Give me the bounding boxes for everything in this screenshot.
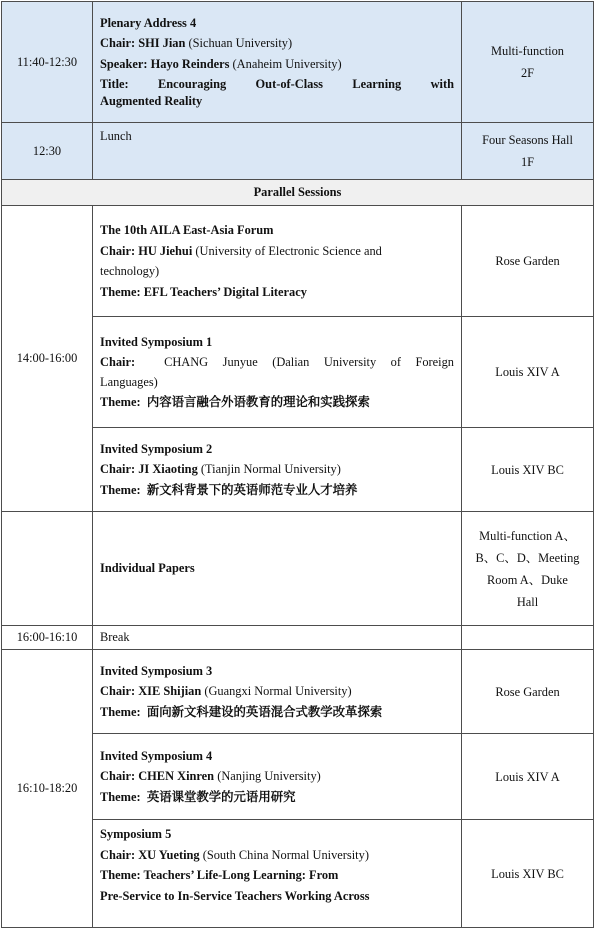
plenary-talk-title-line2: Augmented Reality <box>100 93 203 108</box>
plenary-chair-affiliation: (Sichuan University) <box>188 36 293 51</box>
symposium-2-theme: Theme: 新文科背景下的英语师范专业人才培养 <box>100 482 358 497</box>
forum-row <box>2 206 594 317</box>
symposium-4-content <box>93 734 462 820</box>
break-time: 16:00-16:10 <box>2 626 93 650</box>
lunch-time: 12:30 <box>2 123 93 180</box>
individual-papers-time <box>2 512 93 626</box>
symposium-3-title: Invited Symposium 3 <box>100 663 213 678</box>
symposium-1-chair-cont: Languages) <box>100 374 158 389</box>
symposium-1-title: Invited Symposium 1 <box>100 334 213 349</box>
plenary-content <box>93 2 462 123</box>
individual-papers-title: Individual Papers <box>93 512 462 626</box>
plenary-row <box>2 2 594 123</box>
forum-content <box>93 206 462 317</box>
break-venue <box>462 626 594 650</box>
symposium-4-theme: Theme: 英语课堂教学的元语用研究 <box>100 789 296 804</box>
symposium-2-title: Invited Symposium 2 <box>100 441 213 456</box>
symposium-4-title: Invited Symposium 4 <box>100 748 213 763</box>
symposium-3-content <box>93 650 462 734</box>
block2-time: 16:10-18:20 <box>2 650 93 928</box>
symposium-1-theme: Theme: 内容语言融合外语教育的理论和实践探索 <box>100 395 370 409</box>
symposium-5-title: Symposium 5 <box>100 827 172 841</box>
plenary-venue: Multi-function 2F <box>462 2 594 123</box>
forum-chair: Chair: HU Jiehui (University of Electronic Science and <box>100 243 382 258</box>
plenary-speaker: Speaker: Hayo Reinders (Anaheim University) <box>100 56 342 71</box>
break-label: Break <box>93 626 462 650</box>
symposium-3-row <box>2 650 594 734</box>
plenary-time: 11:40-12:30 <box>2 2 93 123</box>
individual-papers-venue: Multi-function A、 B、C、D、Meeting Room A、Duke Hall <box>462 512 594 626</box>
symposium-5-venue: Louis XIV BC <box>462 820 594 928</box>
plenary-speaker-affiliation: (Anaheim University) <box>232 56 342 71</box>
forum-theme: Theme: EFL Teachers’ Digital Literacy <box>100 284 307 299</box>
lunch-label: Lunch <box>93 123 462 180</box>
forum-venue: Rose Garden <box>462 206 594 317</box>
lunch-row <box>2 123 594 180</box>
symposium-3-chair: Chair: XIE Shijian (Guangxi Normal University) <box>100 684 352 699</box>
symposium-1-content <box>93 317 462 428</box>
symposium-2-chair: Chair: JI Xiaoting (Tianjin Normal University) <box>100 462 341 477</box>
symposium-4-venue: Louis XIV A <box>462 734 594 820</box>
symposium-2-content <box>93 428 462 512</box>
parallel-sessions-header-row <box>2 180 594 206</box>
plenary-chair-name: SHI Jian <box>138 36 186 51</box>
symposium-2-venue: Louis XIV BC <box>462 428 594 512</box>
plenary-talk-title-line1: Title: Encouraging Out-of-Class Learning with <box>100 77 454 92</box>
symposium-3-theme: Theme: 面向新文科建设的英语混合式教学改革探索 <box>100 704 383 719</box>
lunch-venue: Four Seasons Hall 1F <box>462 123 594 180</box>
symposium-4-chair: Chair: CHEN Xinren (Nanjing University) <box>100 769 321 784</box>
symposium-5-chair: Chair: XU Yueting (South China Normal University) <box>100 847 369 862</box>
break-row <box>2 626 594 650</box>
symposium-3-venue: Rose Garden <box>462 650 594 734</box>
block1-time: 14:00-16:00 <box>2 206 93 512</box>
schedule-table <box>1 1 594 928</box>
symposium-1-venue: Louis XIV A <box>462 317 594 428</box>
forum-title: The 10th AILA East-Asia Forum <box>100 223 274 237</box>
plenary-chair: Chair: SHI Jian (Sichuan University) <box>100 36 293 51</box>
individual-papers-row <box>2 512 594 626</box>
parallel-sessions-header: Parallel Sessions <box>2 180 594 206</box>
symposium-5-theme-line2: Pre-Service to In-Service Teachers Working Across <box>100 888 370 903</box>
symposium-5-theme-line1: Theme: Teachers’ Life-Long Learning: From <box>100 868 339 882</box>
symposium-1-chair: Chair: CHANG Junyue (Dalian University of Foreign <box>100 355 454 369</box>
symposium-5-content <box>93 820 462 928</box>
plenary-speaker-name: Hayo Reinders <box>150 56 230 71</box>
plenary-title: Plenary Address 4 <box>100 15 197 30</box>
forum-chair-affiliation-cont: technology) <box>100 264 160 278</box>
